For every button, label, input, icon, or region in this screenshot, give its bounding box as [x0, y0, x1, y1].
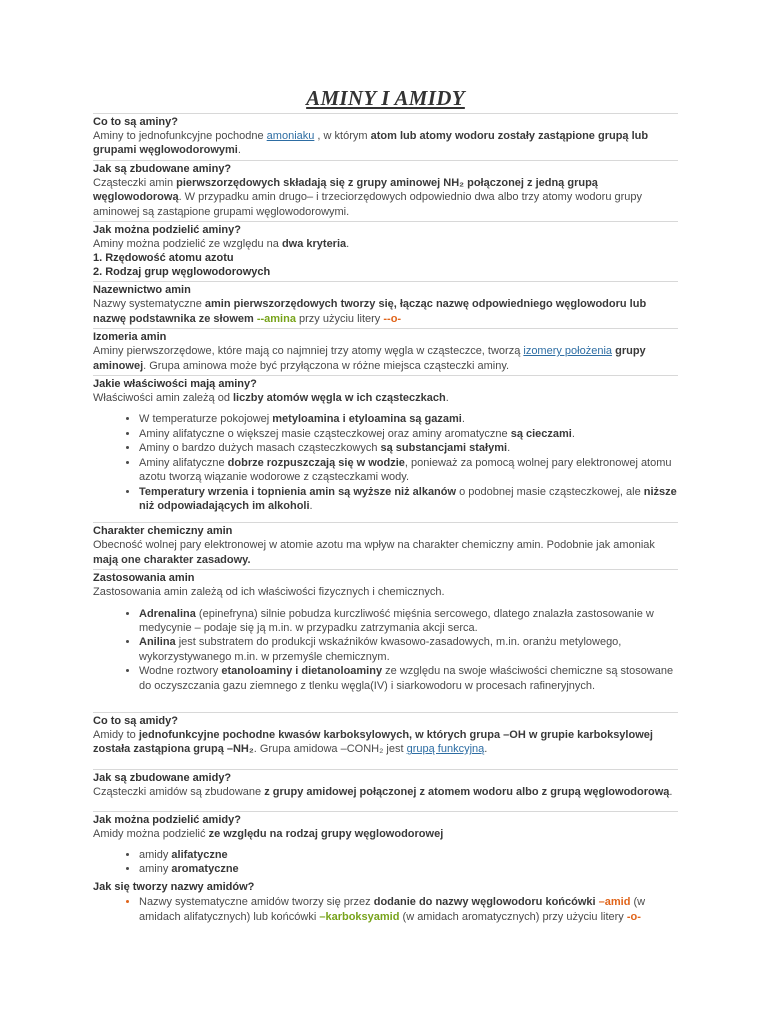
text: W temperaturze pokojowej — [139, 413, 273, 426]
bold-text: jednofunkcyjne pochodne kwasów karboksylowych, w których grupa –OH w grupie karboksylowej została zastąpiona grupą –NH₂ — [93, 728, 653, 756]
section-amine-division — [93, 221, 678, 281]
section-heading: Nazewnictwo amin — [93, 284, 191, 297]
list-item — [139, 485, 678, 514]
text: . — [237, 144, 241, 157]
section-heading: Co to są amidy? — [93, 714, 178, 727]
text: Nazwy systematyczne amidów tworzy się przez — [139, 896, 374, 909]
bold-text: dobrze rozpuszczają się w wodzie — [227, 456, 405, 469]
text: Wodne roztwory — [139, 665, 222, 678]
text: (epinefryna) silnie pobudza kurczliwość mięśnia sercowego, dlatego znalazła zastosowanie w medycynie – podaje się ją m.in. w przypadku zatrzymania akcji serca. — [139, 607, 654, 634]
section-amine-uses — [93, 569, 678, 702]
section-heading: Zastosowania amin — [93, 572, 195, 585]
text: . — [669, 785, 673, 798]
section-heading: Charakter chemiczny amin — [93, 525, 233, 538]
text: Aminy można podzielić ze względu na — [93, 238, 282, 251]
bold-text: etanoloaminy i dietanoloaminy — [221, 665, 383, 678]
bold-text: dwa kryteria — [281, 238, 347, 251]
text: przy użyciu litery — [295, 312, 384, 325]
text: . — [445, 392, 449, 405]
bold-text: ze względu na rodzaj grupy węglowodorowej — [208, 828, 444, 841]
section-amide-naming — [93, 880, 678, 924]
text: , w którym — [314, 130, 371, 142]
text: Obecność wolnej pary elektronowej w atomie azotu ma wpływ na charakter chemiczny amin. Podobnie jak amoniak — [93, 539, 655, 552]
text: Aminy pierwszorzędowe, które mają co najmniej trzy atomy węgla w cząsteczce, tworzą — [93, 345, 524, 358]
text: o podobnej masie cząsteczkowej, ale — [456, 485, 644, 498]
text: . — [484, 743, 488, 756]
text: Aminy alifatyczne — [139, 456, 228, 469]
bold-text: aromatyczne — [171, 863, 239, 875]
text: Aminy to jednofunkcyjne pochodne — [93, 130, 267, 142]
section-heading: Co to są aminy? — [93, 116, 178, 128]
text: . — [571, 427, 575, 440]
text: . — [309, 499, 313, 512]
text: (w amidach alifatycznych) lub końcówki — [139, 896, 646, 923]
section-amine-structure — [93, 160, 678, 221]
section-text — [93, 176, 678, 219]
bold-text: metyloamina i etyloamina są gazami — [272, 413, 462, 426]
text: . — [461, 413, 465, 426]
bold-text: alifatyczne — [171, 848, 228, 861]
section-text: Zastosowania amin zależą od ich właściwości fizycznych i chemicznych. — [93, 586, 445, 599]
section-text — [93, 297, 678, 326]
section-heading: Jak można podzielić amidy? — [93, 814, 241, 827]
bold-text: dodanie do nazwy węglowodoru końcówki — [373, 896, 599, 909]
text: Cząsteczki amin — [93, 176, 177, 189]
bold-text: Temperatury wrzenia i topnienia amin są wyższe niż alkanów — [139, 485, 457, 498]
document-page — [93, 86, 678, 926]
green-suffix: –karboksyamid — [319, 910, 400, 923]
list-item — [139, 427, 678, 441]
orange-letter: --o- — [383, 312, 402, 325]
bold-text: są substancjami stałymi — [380, 442, 508, 455]
text: (w amidach aromatycznych) przy użyciu litery — [399, 910, 627, 923]
list-item — [139, 456, 678, 485]
section-heading: Jakie właściwości mają aminy? — [93, 378, 257, 391]
orange-suffix: –amid — [598, 896, 631, 909]
section-heading: Jak są zbudowane amidy? — [93, 771, 232, 784]
text: Aminy o bardzo dużych masach cząsteczkowych — [139, 442, 381, 455]
text: Amidy można podzielić — [93, 828, 209, 841]
section-amine-isomerism — [93, 328, 678, 375]
numbered-item: 2. Rodzaj grup węglowodorowych — [93, 266, 271, 279]
section-text — [93, 728, 678, 757]
section-text — [93, 827, 678, 841]
naming-list — [93, 895, 678, 924]
bold-text: Adrenalina — [139, 607, 196, 620]
list-item — [139, 895, 678, 924]
text: , ponieważ za pomocą wolnej pary elektronowej atomu azotu tworzą wiązanie wodorowe z cząsteczkami wody. — [139, 456, 672, 484]
list-item — [139, 412, 678, 426]
bold-text: amin pierwszorzędowych tworzy się, łącząc nazwę odpowiedniego węglowodoru lub nazwę podstawnika ze słowem — [93, 298, 647, 325]
section-text — [93, 237, 678, 251]
section-what-are-amines — [93, 113, 678, 160]
text: . Grupa amidowa –CONH₂ jest — [253, 743, 407, 756]
bold-text: mają one charakter zasadowy. — [93, 553, 251, 566]
text: jest substratem do produkcji wskaźników kwasowo-zasadowych, m.in. oranżu metylowego, wykorzystywanego m.in. w przemyśle chemicznym. — [139, 636, 622, 663]
section-text — [93, 391, 678, 405]
section-heading: Izomeria amin — [93, 331, 167, 344]
section-text — [93, 344, 678, 373]
link-grupa-funkcyjna[interactable]: grupą funkcyjną — [406, 743, 485, 756]
uses-list — [93, 607, 678, 693]
text: amidy — [139, 848, 172, 861]
bold-text: Anilina — [139, 636, 176, 649]
section-amine-naming — [93, 281, 678, 328]
text: Aminy alifatyczne o większej masie cząsteczkowej oraz aminy aromatyczne — [139, 427, 511, 440]
orange-letter: -o- — [626, 910, 641, 923]
list-item — [139, 607, 678, 636]
section-amide-structure — [93, 769, 678, 801]
bold-text: są cieczami — [510, 427, 572, 440]
section-amine-chemistry — [93, 522, 678, 569]
section-text — [93, 538, 678, 567]
section-what-are-amides — [93, 712, 678, 759]
amide-types-list — [93, 848, 678, 877]
list-item — [139, 441, 678, 455]
section-text — [93, 785, 678, 799]
bold-text: niższe niż odpowiadających im alkoholi — [139, 485, 677, 512]
bold-text: atom lub atomy wodoru zostały zastąpione grupą lub grupami węglowodorowymi — [93, 130, 649, 157]
properties-list — [93, 412, 678, 513]
document-title: AMINY I AMIDY — [306, 86, 465, 110]
section-text — [93, 129, 678, 158]
text: aminy — [139, 863, 172, 875]
list-item — [139, 635, 678, 664]
text: . Grupa aminowa może być przyłączona w różne miejsca cząsteczki aminy. — [143, 359, 510, 372]
section-heading: Jak można podzielić aminy? — [93, 224, 241, 237]
text: Amidy to — [93, 728, 139, 741]
text: Właściwości amin zależą od — [93, 392, 233, 405]
bold-text: liczby atomów węgla w ich cząsteczkach — [233, 392, 446, 405]
text: . — [507, 442, 511, 455]
section-heading: Jak są zbudowane aminy? — [93, 162, 232, 175]
list-item — [139, 862, 678, 876]
section-heading: Jak się tworzy nazwy amidów? — [93, 881, 255, 894]
text: . — [346, 238, 350, 251]
bold-text: pierwszorzędowych składają się z grupy aminowej NH₂ połączonej z jedną grupą węglowodorową — [93, 176, 598, 204]
green-suffix: --amina — [256, 312, 296, 325]
list-item — [139, 664, 678, 693]
list-item — [139, 848, 678, 862]
link-izomery[interactable]: izomery położenia — [523, 345, 613, 358]
text: ze względu na swoje właściwości chemiczne są stosowane do oczyszczania gazu ziemnego z tlenku węgla(IV) i siarkowodoru w procesach rafineryjnych. — [139, 665, 674, 692]
numbered-item: 1. Rzędowość atomu azotu — [93, 252, 234, 265]
bold-text: z grupy amidowej połączonej z atomem wodoru albo z grupą węglowodorową — [264, 785, 670, 798]
link-amoniak[interactable]: amoniaku — [266, 130, 315, 142]
section-amide-division — [93, 811, 678, 880]
text: Cząsteczki amidów są zbudowane — [93, 785, 265, 798]
text: Nazwy systematyczne — [93, 298, 205, 311]
text: . W przypadku amin drugo– i trzeciorzędowych odpowiednio dwa albo trzy atomy wodoru grupy aminowej są zastąpione grupami węglowodorowymi. — [93, 191, 643, 218]
section-amine-properties — [93, 375, 678, 522]
bold-text: grupy aminowej — [93, 345, 646, 372]
